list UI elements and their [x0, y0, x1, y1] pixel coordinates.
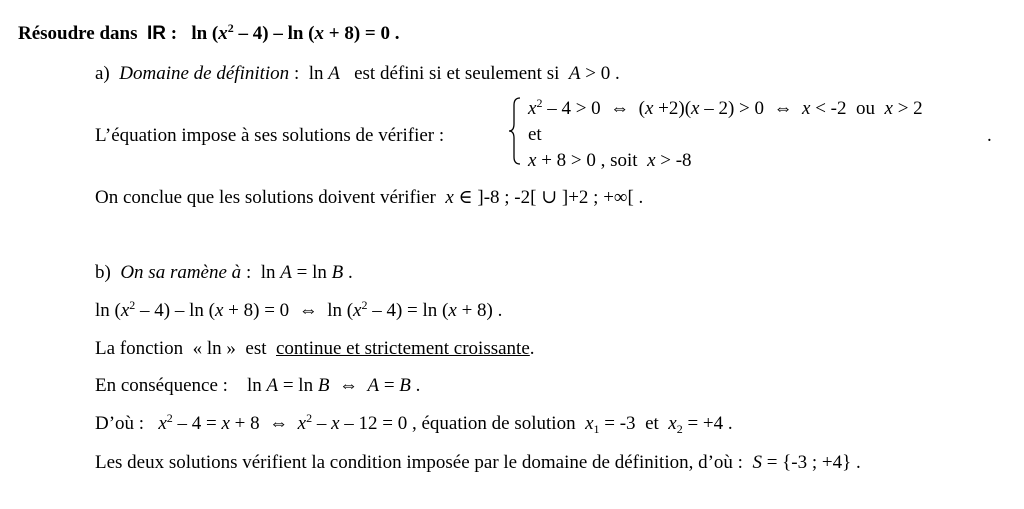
- final-answer-line: Les deux solutions vérifient la condition imposée par le domaine de définition, d’où : S = {-3 ; +4} .: [95, 452, 861, 473]
- curly-brace: [508, 97, 522, 165]
- equation-line: $\ln (x^2 - 4) - \ln (x + 8) = 0$ ⇔ $\ln (x^2 - 4) = \ln (x + 8)$ .: [95, 298, 503, 321]
- equivalence-symbol: ⇔: [269, 413, 289, 434]
- equivalence-symbol: ⇔: [610, 98, 630, 119]
- domain-definition-line: a) Domaine de définition : ln A est défini si et seulement si A > 0 .: [95, 63, 620, 84]
- system-line-1: $x^2 - 4 > 0$ ⇔ (x +2)(x – 2) > 0 ⇔ x < -2 ou x > 2: [528, 96, 923, 119]
- equivalence-symbol: ⇔: [338, 375, 358, 396]
- system-trailing-dot: .: [987, 125, 992, 146]
- problem-title: Résoudre dans IR : $\ln (x^2 - 4) - \ln (x + 8) = 0$ .: [18, 21, 400, 44]
- consequence-line: En conséquence : ln A = ln B ⇔ A = B .: [95, 375, 421, 396]
- underlined-property: continue et strictement croissante: [276, 338, 530, 359]
- system-line-3: x + 8 > 0 , soit x > -8: [528, 150, 692, 171]
- equivalence-symbol: ⇔: [773, 98, 793, 119]
- equivalence-symbol: ⇔: [298, 300, 318, 321]
- system-line-2: et: [528, 124, 542, 145]
- domain-conclusion: On conclue que les solutions doivent vérifier x ∈ ]-8 ; -2[ ∪ ]+2 ; +∞[ .: [95, 187, 644, 208]
- part-b-heading: b) On sa ramène à : ln A = ln B .: [95, 262, 353, 283]
- solve-line: D’où : $x^2 - 4 = x + 8$ ⇔ $x^2 - x - 12 = 0$ , équation de solution $x_1 = -3$ et $x_2 = +4$ .: [95, 411, 733, 436]
- real-numbers-symbol: IR: [146, 23, 166, 44]
- function-property-line: La fonction « ln » est continue et strictement croissante.: [95, 338, 535, 359]
- system-intro: L’équation impose à ses solutions de vérifier :: [95, 125, 445, 146]
